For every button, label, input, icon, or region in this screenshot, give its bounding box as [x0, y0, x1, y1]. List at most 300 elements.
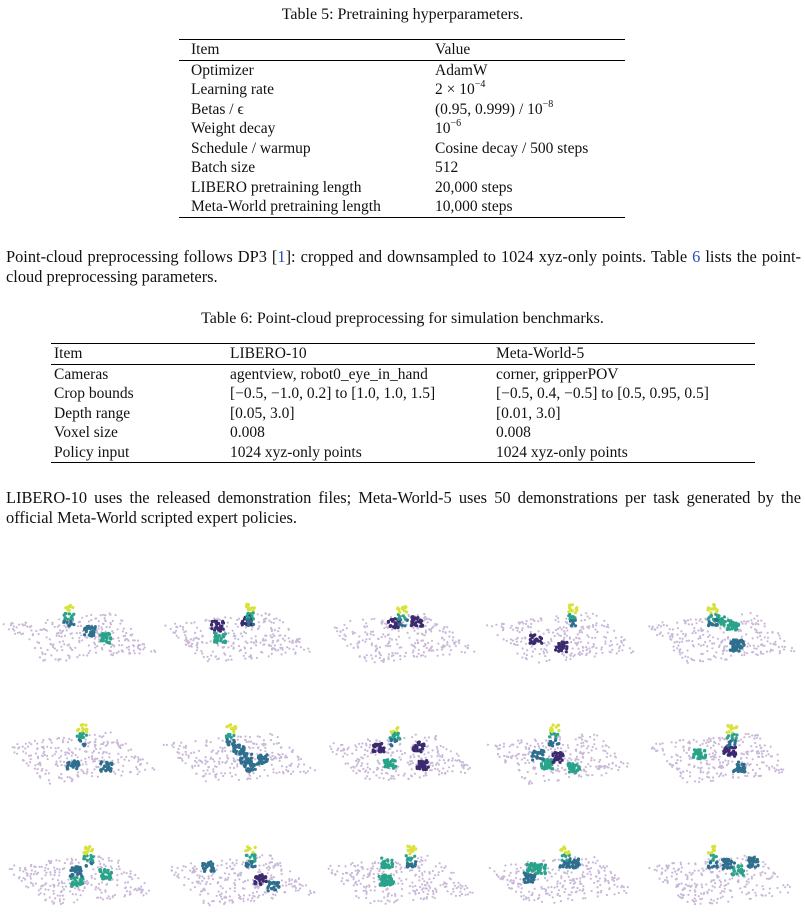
floor-point	[709, 640, 711, 642]
floor-point	[768, 753, 770, 755]
floor-point	[388, 748, 390, 750]
floor-point	[688, 623, 690, 625]
floor-point	[674, 641, 676, 643]
floor-point	[90, 614, 92, 616]
object-point	[719, 619, 722, 622]
object-point	[79, 866, 82, 869]
cell-value: 20,000 steps	[435, 178, 513, 196]
floor-point	[84, 881, 86, 883]
floor-point	[366, 775, 368, 777]
floor-point	[423, 897, 425, 899]
gripper-point	[252, 611, 255, 614]
floor-point	[750, 612, 752, 614]
floor-point	[111, 860, 113, 862]
floor-point	[251, 897, 253, 899]
floor-point	[502, 629, 504, 631]
floor-point	[41, 651, 43, 653]
floor-point	[382, 633, 384, 635]
point-cloud-panel	[171, 845, 316, 906]
floor-point	[507, 884, 509, 886]
floor-point	[245, 632, 247, 634]
floor-point	[373, 771, 375, 773]
floor-point	[360, 883, 362, 885]
floor-point	[375, 774, 377, 776]
floor-point	[676, 759, 678, 761]
floor-point	[274, 894, 276, 896]
floor-point	[546, 644, 548, 646]
floor-point	[267, 775, 269, 777]
floor-point	[408, 892, 410, 894]
floor-point	[603, 636, 605, 638]
floor-point	[537, 743, 539, 745]
floor-point	[58, 874, 60, 876]
object-point	[106, 761, 109, 764]
floor-point	[79, 632, 81, 634]
floor-point	[133, 650, 135, 652]
floor-point	[78, 862, 80, 864]
floor-point	[439, 755, 441, 757]
floor-point	[85, 763, 87, 765]
floor-point	[142, 894, 144, 896]
floor-point	[756, 737, 758, 739]
floor-point	[198, 764, 200, 766]
object-point	[391, 881, 394, 884]
object-point	[531, 758, 534, 761]
floor-point	[206, 761, 208, 763]
floor-point	[265, 635, 267, 637]
floor-point	[208, 658, 210, 660]
floor-point	[123, 635, 125, 637]
floor-point	[577, 633, 579, 635]
floor-point	[241, 863, 243, 865]
floor-point	[196, 761, 198, 763]
object-point	[275, 884, 278, 887]
gripper-point	[231, 727, 234, 730]
floor-point	[774, 641, 776, 643]
floor-point	[461, 893, 463, 895]
floor-point	[667, 632, 669, 634]
floor-point	[239, 650, 241, 652]
floor-point	[276, 772, 278, 774]
floor-point	[30, 873, 32, 875]
floor-point	[510, 638, 512, 640]
gripper-point	[71, 606, 74, 609]
floor-point	[45, 872, 47, 874]
floor-point	[591, 749, 593, 751]
object-point	[273, 888, 276, 891]
floor-point	[34, 871, 36, 873]
floor-point	[110, 865, 112, 867]
floor-point	[405, 652, 407, 654]
floor-point	[93, 750, 95, 752]
floor-point	[100, 857, 102, 859]
floor-point	[25, 869, 27, 871]
floor-point	[755, 653, 757, 655]
floor-point	[557, 747, 559, 749]
floor-point	[437, 643, 439, 645]
floor-point	[708, 753, 710, 755]
floor-point	[352, 766, 354, 768]
floor-point	[219, 901, 221, 903]
floor-point	[224, 772, 226, 774]
floor-point	[719, 739, 721, 741]
floor-point	[422, 878, 424, 880]
floor-point	[757, 756, 759, 758]
floor-point	[196, 643, 198, 645]
gripper-point	[397, 736, 400, 739]
floor-point	[506, 755, 508, 757]
floor-point	[99, 748, 101, 750]
point-cloud-panel	[487, 723, 629, 785]
floor-point	[430, 881, 432, 883]
object-point	[413, 749, 416, 752]
floor-point	[216, 865, 218, 867]
floor-point	[720, 657, 722, 659]
floor-point	[12, 622, 14, 624]
floor-point	[369, 872, 371, 874]
floor-point	[76, 899, 78, 901]
floor-point	[182, 626, 184, 628]
floor-point	[565, 773, 567, 775]
floor-point	[233, 642, 235, 644]
floor-point	[441, 754, 443, 756]
floor-point	[372, 631, 374, 633]
floor-point	[190, 889, 192, 891]
floor-point	[695, 619, 697, 621]
floor-point	[102, 858, 104, 860]
floor-point	[63, 737, 65, 739]
floor-point	[98, 752, 100, 754]
floor-point	[61, 636, 63, 638]
floor-point	[548, 779, 550, 781]
floor-point	[173, 874, 175, 876]
object-point	[535, 755, 538, 758]
floor-point	[264, 750, 266, 752]
floor-point	[538, 630, 540, 632]
floor-point	[702, 771, 704, 773]
table-reference-link[interactable]: 6	[692, 247, 701, 266]
floor-point	[279, 862, 281, 864]
floor-point	[57, 659, 59, 661]
floor-point	[396, 862, 398, 864]
floor-point	[277, 649, 279, 651]
floor-point	[80, 759, 82, 761]
floor-point	[403, 775, 405, 777]
gripper-point	[230, 736, 233, 739]
floor-point	[71, 632, 73, 634]
floor-point	[60, 755, 62, 757]
floor-point	[442, 746, 444, 748]
floor-point	[503, 755, 505, 757]
floor-point	[66, 858, 68, 860]
floor-point	[501, 623, 503, 625]
floor-point	[503, 638, 505, 640]
floor-point	[271, 752, 273, 754]
floor-point	[49, 861, 51, 863]
floor-point	[763, 761, 765, 763]
floor-point	[127, 881, 129, 883]
object-point	[390, 861, 393, 864]
floor-point	[137, 640, 139, 642]
floor-point	[393, 874, 395, 876]
floor-point	[517, 762, 519, 764]
floor-point	[720, 766, 722, 768]
floor-point	[250, 657, 252, 659]
object-point	[568, 770, 571, 773]
floor-point	[458, 882, 460, 884]
object-point	[266, 886, 269, 889]
gripper-point	[79, 739, 82, 742]
floor-point	[769, 642, 771, 644]
floor-point	[82, 654, 84, 656]
floor-point	[95, 886, 97, 888]
floor-point	[459, 760, 461, 762]
floor-point	[391, 652, 393, 654]
floor-point	[59, 658, 61, 660]
object-point	[734, 649, 737, 652]
floor-point	[754, 735, 756, 737]
floor-point	[499, 748, 501, 750]
floor-point	[120, 756, 122, 758]
floor-point	[377, 862, 379, 864]
floor-point	[46, 755, 48, 757]
floor-point	[58, 624, 60, 626]
floor-point	[193, 751, 195, 753]
floor-point	[724, 759, 726, 761]
floor-point	[55, 751, 57, 753]
floor-point	[440, 866, 442, 868]
floor-point	[432, 749, 434, 751]
gripper-point	[554, 734, 557, 737]
floor-point	[281, 753, 283, 755]
floor-point	[44, 659, 46, 661]
floor-point	[469, 767, 471, 769]
floor-point	[526, 620, 528, 622]
floor-point	[49, 871, 51, 873]
floor-point	[64, 751, 66, 753]
floor-point	[249, 778, 251, 780]
floor-point	[268, 645, 270, 647]
floor-point	[582, 626, 584, 628]
floor-point	[587, 642, 589, 644]
floor-point	[244, 739, 246, 741]
floor-point	[218, 763, 220, 765]
floor-point	[442, 767, 444, 769]
floor-point	[586, 634, 588, 636]
floor-point	[438, 753, 440, 755]
floor-point	[89, 741, 91, 743]
floor-point	[757, 620, 759, 622]
floor-point	[365, 638, 367, 640]
floor-point	[756, 648, 758, 650]
floor-point	[397, 766, 399, 768]
floor-point	[400, 750, 402, 752]
floor-point	[557, 768, 559, 770]
floor-point	[357, 645, 359, 647]
floor-point	[423, 613, 425, 615]
object-point	[75, 865, 78, 868]
floor-point	[242, 887, 244, 889]
floor-point	[52, 646, 54, 648]
floor-point	[236, 765, 238, 767]
floor-point	[688, 640, 690, 642]
floor-point	[142, 758, 144, 760]
object-point	[106, 636, 109, 639]
floor-point	[712, 745, 714, 747]
floor-point	[741, 623, 743, 625]
floor-point	[450, 878, 452, 880]
floor-point	[275, 757, 277, 759]
gripper-point	[412, 849, 415, 852]
floor-point	[64, 635, 66, 637]
citation-link[interactable]: 1	[277, 247, 286, 266]
floor-point	[376, 748, 378, 750]
floor-point	[365, 890, 367, 892]
floor-point	[363, 656, 365, 658]
floor-point	[622, 644, 624, 646]
floor-point	[125, 743, 127, 745]
floor-point	[102, 623, 104, 625]
object-point	[201, 862, 204, 865]
floor-point	[256, 777, 258, 779]
floor-point	[719, 774, 721, 776]
floor-point	[412, 762, 414, 764]
floor-point	[94, 647, 96, 649]
floor-point	[186, 622, 188, 624]
floor-point	[515, 755, 517, 757]
floor-point	[367, 739, 369, 741]
floor-point	[288, 880, 290, 882]
floor-point	[206, 881, 208, 883]
object-point	[693, 748, 696, 751]
floor-point	[356, 874, 358, 876]
floor-point	[232, 901, 234, 903]
floor-point	[419, 861, 421, 863]
floor-point	[195, 773, 197, 775]
table-row	[51, 404, 755, 424]
floor-point	[261, 614, 263, 616]
floor-point	[526, 649, 528, 651]
floor-point	[768, 768, 770, 770]
floor-point	[351, 872, 353, 874]
floor-point	[130, 628, 132, 630]
floor-point	[55, 658, 57, 660]
floor-point	[194, 865, 196, 867]
floor-point	[721, 737, 723, 739]
gripper-point	[557, 729, 560, 732]
floor-point	[560, 635, 562, 637]
floor-point	[422, 654, 424, 656]
floor-point	[48, 772, 50, 774]
floor-point	[390, 754, 392, 756]
floor-point	[142, 889, 144, 891]
object-point	[376, 743, 379, 746]
floor-point	[399, 743, 401, 745]
floor-point	[706, 762, 708, 764]
floor-point	[398, 756, 400, 758]
floor-point	[387, 658, 389, 660]
floor-point	[268, 620, 270, 622]
floor-point	[446, 883, 448, 885]
table6-caption: Table 6: Point-cloud preprocessing for simulation benchmarks.	[201, 310, 604, 327]
floor-point	[346, 748, 348, 750]
floor-point	[423, 753, 425, 755]
floor-point	[679, 756, 681, 758]
floor-point	[94, 734, 96, 736]
floor-point	[210, 757, 212, 759]
floor-point	[676, 641, 678, 643]
floor-point	[69, 776, 71, 778]
floor-point	[58, 860, 60, 862]
floor-point	[305, 884, 307, 886]
floor-point	[755, 772, 757, 774]
floor-point	[129, 894, 131, 896]
point-cloud-panel	[334, 605, 476, 663]
floor-point	[229, 899, 231, 901]
floor-point	[223, 903, 225, 905]
floor-point	[64, 862, 66, 864]
floor-point	[223, 897, 225, 899]
floor-point	[246, 642, 248, 644]
floor-point	[416, 639, 418, 641]
floor-point	[59, 900, 61, 902]
floor-point	[110, 623, 112, 625]
gripper-point	[734, 739, 737, 742]
floor-point	[453, 882, 455, 884]
floor-point	[586, 747, 588, 749]
object-point	[380, 742, 383, 745]
floor-point	[408, 778, 410, 780]
floor-point	[131, 756, 133, 758]
floor-point	[363, 886, 365, 888]
floor-point	[234, 637, 236, 639]
floor-point	[89, 734, 91, 736]
floor-point	[204, 620, 206, 622]
object-point	[567, 763, 570, 766]
object-point	[742, 642, 745, 645]
floor-point	[545, 746, 547, 748]
floor-point	[380, 654, 382, 656]
floor-point	[201, 641, 203, 643]
floor-point	[61, 649, 63, 651]
object-point	[561, 752, 564, 755]
floor-point	[746, 757, 748, 759]
floor-point	[524, 636, 526, 638]
floor-point	[593, 856, 595, 858]
floor-point	[443, 639, 445, 641]
floor-point	[214, 765, 216, 767]
floor-point	[376, 769, 378, 771]
floor-point	[203, 900, 205, 902]
floor-point	[61, 764, 63, 766]
floor-point	[719, 756, 721, 758]
floor-point	[582, 650, 584, 652]
floor-point	[731, 761, 733, 763]
floor-point	[370, 654, 372, 656]
floor-point	[97, 897, 99, 899]
floor-point	[529, 745, 531, 747]
floor-point	[754, 742, 756, 744]
object-point	[743, 763, 746, 766]
floor-point	[456, 753, 458, 755]
floor-point	[191, 872, 193, 874]
floor-point	[27, 765, 29, 767]
floor-point	[358, 635, 360, 637]
floor-point	[400, 646, 402, 648]
object-point	[100, 760, 103, 763]
gripper-point	[708, 615, 711, 618]
floor-point	[460, 887, 462, 889]
